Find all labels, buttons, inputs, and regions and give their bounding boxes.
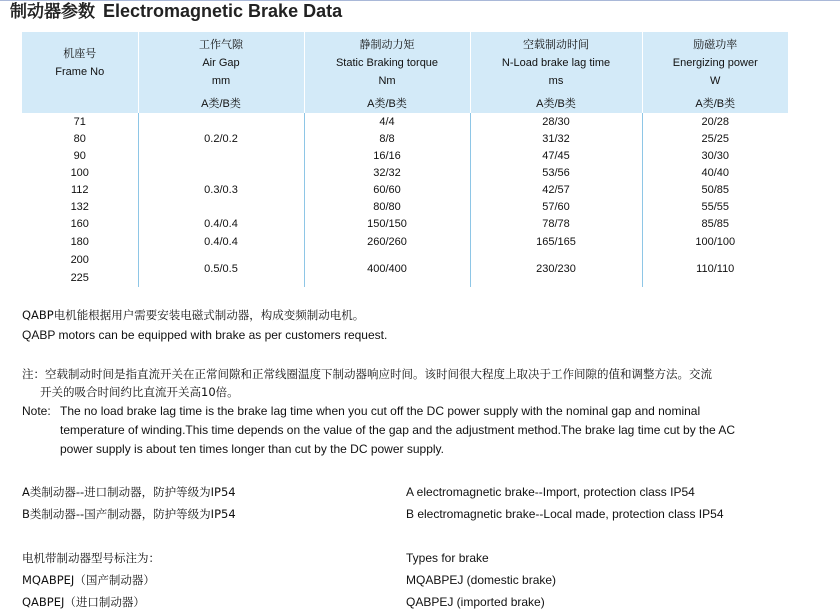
note-en (22, 402, 812, 459)
note-en-line3: power supply is about ten times longer than cut by the DC power supply. (60, 442, 444, 456)
torque-cell: 260/260 (304, 233, 470, 251)
frame-cell: 80 (73, 132, 86, 145)
lag-time-cell: 53/56 (470, 164, 642, 181)
lag-time-cell: 230/230 (470, 251, 642, 287)
table-row (22, 198, 788, 215)
intro-en: QABP motors can be equipped with brake as per customers request. (22, 328, 388, 342)
torque-cell: 16/16 (304, 147, 470, 164)
frame-cell: 160 (70, 218, 89, 230)
title-zh: 制动器参数 (10, 2, 95, 22)
air-gap-cell: 0.5/0.5 (138, 251, 304, 287)
table-row (22, 130, 788, 147)
lag-time-cell: 31/32 (470, 130, 642, 147)
air-gap-cell: 0.3/0.3 (138, 164, 304, 215)
power-cell: 100/100 (642, 233, 788, 251)
power-cell: 40/40 (642, 164, 788, 181)
table-row (22, 181, 788, 198)
page-title (10, 0, 342, 23)
torque-cell: 400/400 (304, 251, 470, 287)
frame-cell: 71 (73, 115, 86, 128)
header-power: 励磁功率 Energizing power W (642, 32, 788, 93)
note-label: Note: (22, 404, 51, 418)
type-mqabpej-en: MQABPEJ (domestic brake) (406, 573, 557, 587)
table-header-row (22, 32, 788, 93)
types-heading-zh: 电机带制动器型号标注为： (22, 551, 160, 565)
subheader-frame-blank (22, 93, 138, 113)
lag-time-cell: 57/60 (470, 198, 642, 215)
title-en: Electromagnetic Brake Data (103, 1, 343, 21)
subheader-air-gap: A类/B类 (138, 93, 304, 113)
intro-zh: QABP电机能根据用户需要安装电磁式制动器，构成变频制动电机。 (22, 308, 365, 322)
header-frame: 机座号 Frame No (22, 32, 138, 93)
power-cell: 30/30 (642, 147, 788, 164)
lag-time-cell: 28/30 (470, 113, 642, 130)
table-row (22, 251, 788, 269)
header-torque: 静制动力矩 Static Braking torque Nm (304, 32, 470, 93)
header-lag-time: 空载制动时间 N-Load brake lag time ms (470, 32, 642, 93)
note-en-line2: temperature of winding.This time depends on the value of the gap and the adjustment method.The brake lag time cut by the AC (60, 423, 736, 437)
note-zh-line1: 注：空载制动时间是指直流开关在正常间隙和正常线圈温度下制动器响应时间。该时间很大程度上取决于工作间隙的值和调整方法。交流 (22, 367, 712, 381)
brake-data-table (22, 32, 788, 287)
frame-cell: 225 (70, 272, 89, 284)
type-qabpej-zh: QABPEJ（进口制动器） (22, 595, 145, 609)
torque-cell: 4/4 (304, 113, 470, 130)
air-gap-cell: 0.4/0.4 (138, 215, 304, 233)
table-row (22, 215, 788, 233)
table-row (22, 113, 788, 130)
torque-cell: 8/8 (304, 130, 470, 147)
subheader-power: A类/B类 (642, 93, 788, 113)
power-cell: 85/85 (642, 215, 788, 233)
frame-cell: 180 (70, 236, 89, 248)
power-cell: 20/28 (642, 113, 788, 130)
table-row (22, 147, 788, 164)
lag-time-cell: 42/57 (470, 181, 642, 198)
type-qabpej-en: QABPEJ (imported brake) (406, 595, 545, 609)
frame-cell: 200 (70, 254, 89, 266)
subheader-lag-time: A类/B类 (470, 93, 642, 113)
power-cell: 55/55 (642, 198, 788, 215)
table-row (22, 164, 788, 181)
class-b-zh: B类制动器--国产制动器，防护等级为IP54 (22, 507, 236, 521)
frame-cell: 132 (70, 200, 89, 213)
note-en-line1: The no load brake lag time is the brake lag time when you cut off the DC power supply with the nominal gap and nominal (60, 404, 701, 418)
class-a-en: A electromagnetic brake--Import, protection class IP54 (406, 485, 695, 499)
class-a-zh: A类制动器--进口制动器，防护等级为IP54 (22, 485, 236, 499)
type-mqabpej-zh: MQABPEJ（国产制动器） (22, 573, 155, 587)
air-gap-cell: 0.4/0.4 (138, 233, 304, 251)
torque-cell: 150/150 (304, 215, 470, 233)
power-cell: 25/25 (642, 130, 788, 147)
class-b-en: B electromagnetic brake--Local made, protection class IP54 (406, 507, 724, 521)
frame-cell: 112 (70, 183, 89, 196)
torque-cell: 80/80 (304, 198, 470, 215)
torque-cell: 60/60 (304, 181, 470, 198)
table-row (22, 233, 788, 251)
power-cell: 50/85 (642, 181, 788, 198)
note-zh-line2: 开关的吸合时间约比直流开关高10倍。 (40, 385, 239, 399)
header-air-gap: 工作气隙 Air Gap mm (138, 32, 304, 93)
power-cell: 110/110 (642, 251, 788, 287)
lag-time-cell: 47/45 (470, 147, 642, 164)
lag-time-cell: 165/165 (470, 233, 642, 251)
air-gap-cell: 0.2/0.2 (138, 113, 304, 164)
torque-cell: 32/32 (304, 164, 470, 181)
table-subheader-row (22, 93, 788, 113)
subheader-torque: A类/B类 (304, 93, 470, 113)
frame-cell: 100 (70, 166, 89, 179)
lag-time-cell: 78/78 (470, 215, 642, 233)
types-heading-en: Types for brake (406, 551, 489, 565)
frame-cell: 90 (73, 149, 86, 162)
